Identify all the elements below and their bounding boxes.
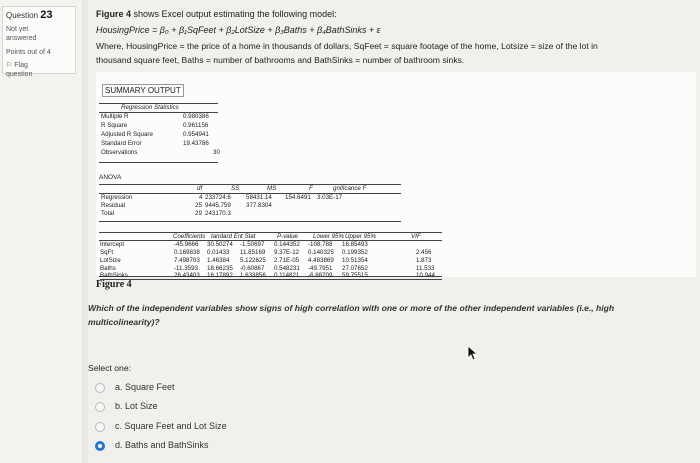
table-row: Baths -11.3593 18.66235 -0.60867 0.548231 -49.7951 27.07652 11.533	[100, 265, 435, 272]
option-d-label[interactable]: d. Baths and BathSinks	[115, 440, 209, 450]
option-b-radio[interactable]	[95, 402, 105, 412]
mouse-pointer-icon	[467, 345, 479, 361]
question-prompt: Which of the independent variables show signs of high correlation with one or more of the other independent variables (i.e., high	[88, 303, 615, 313]
regression-statistics-table	[99, 103, 218, 163]
table-row: SqFt 0.169838 0.01433 11.85169 9.37E-12 0.140325 0.199352 2.456	[100, 249, 432, 256]
table-row: Total 29 243170.3	[101, 210, 231, 217]
points-label: Points out of 4	[6, 49, 51, 56]
intro-line: Figure 4 shows Excel output estimating the following model:	[96, 9, 337, 19]
question-status: Not yet answered	[6, 26, 37, 42]
question-info-panel	[2, 6, 76, 78]
option-c-label[interactable]: c. Square Feet and Lot Size	[115, 421, 227, 431]
table-row: Adjusted R Square 0.954941	[101, 131, 209, 138]
anova-table: df SS MS F gnificance F Regression 4 233724.6 58431.14 154.6491 3.03E-17 Residual 25 9445.759 377.8304 Total 29 243170.3	[99, 184, 401, 222]
figure-caption: Figure 4	[96, 279, 132, 290]
question-prompt-2: multicolinearity)?	[88, 317, 160, 327]
select-label: Select one:	[88, 363, 131, 373]
table-row: Multiple R 0.980386	[101, 113, 209, 120]
table-row: R Square 0.961156	[101, 122, 209, 129]
reg-stats-header: Regression Statistics	[121, 104, 179, 111]
flag-icon: ⚐	[6, 62, 13, 69]
table-row: LotSize 7.498703 1.46384 5.122625 2.71E-05 4.483869 10.51354 1.873	[100, 257, 432, 264]
option-b-label[interactable]: b. Lot Size	[115, 401, 158, 411]
option-a-radio[interactable]	[95, 383, 105, 393]
option-c-radio[interactable]	[95, 422, 105, 432]
question-number: Question 23	[6, 9, 53, 21]
table-row: Residual 25 9445.759 377.8304	[101, 202, 272, 209]
model-equation: HousingPrice = β₀ + β₁SqFeet + β₂LotSize + β₃Baths + β₄BathSinks + ε	[96, 25, 381, 35]
coefficients-table: Coefficients tandard Err t Stat P-value Lower 95% Upper 95% VIF Intercept -45.9666 30.50274 -1.50697 0.144352 -108.788 16.85493 SqFt 0.169838 0.01433 11.85169 9.37E-12 0.140325 0.199352 2.456 LotSize 7.498703 1.46384 5.122625 2.71E-05 4.483869 10.51354 1.873 Baths -11.3593 18.66235 -0.60867 0.548231 -49.7951 27.07652 11.533 BathSinks 26.43403 16.17892 1.633856 0.114821 -6.88709 59.75515 10.944	[99, 232, 442, 277]
table-row: Observations 30	[101, 149, 220, 156]
table-row: Regression 4 233724.6 58431.14 154.6491 3.03E-17	[101, 194, 343, 201]
summary-output-title: SUMMARY OUTPUT	[102, 84, 184, 97]
sidebar	[0, 0, 82, 463]
option-d-radio[interactable]	[95, 441, 105, 451]
table-row: BathSinks 26.43403 16.17892 1.633856 0.114821 -6.88709 59.75515 10.944	[100, 272, 442, 280]
anova-title: ANOVA	[99, 174, 122, 181]
option-a-label[interactable]: a. Square Feet	[115, 382, 175, 392]
where-line-1: Where, HousingPrice = the price of a home in thousands of dollars, SqFeet = square footage of the home, Lotsize = size of the lot in	[96, 41, 598, 51]
table-row: Intercept -45.9666 30.50274 -1.50697 0.144352 -108.788 16.85493	[100, 241, 368, 248]
where-line-2: thousand square feet, Baths = number of bathrooms and BathSinks = number of bathroom sinks.	[96, 55, 465, 65]
flag-question-button[interactable]: ⚐ Flag question	[6, 62, 33, 78]
table-row: Standard Error 19.43786	[101, 140, 209, 147]
